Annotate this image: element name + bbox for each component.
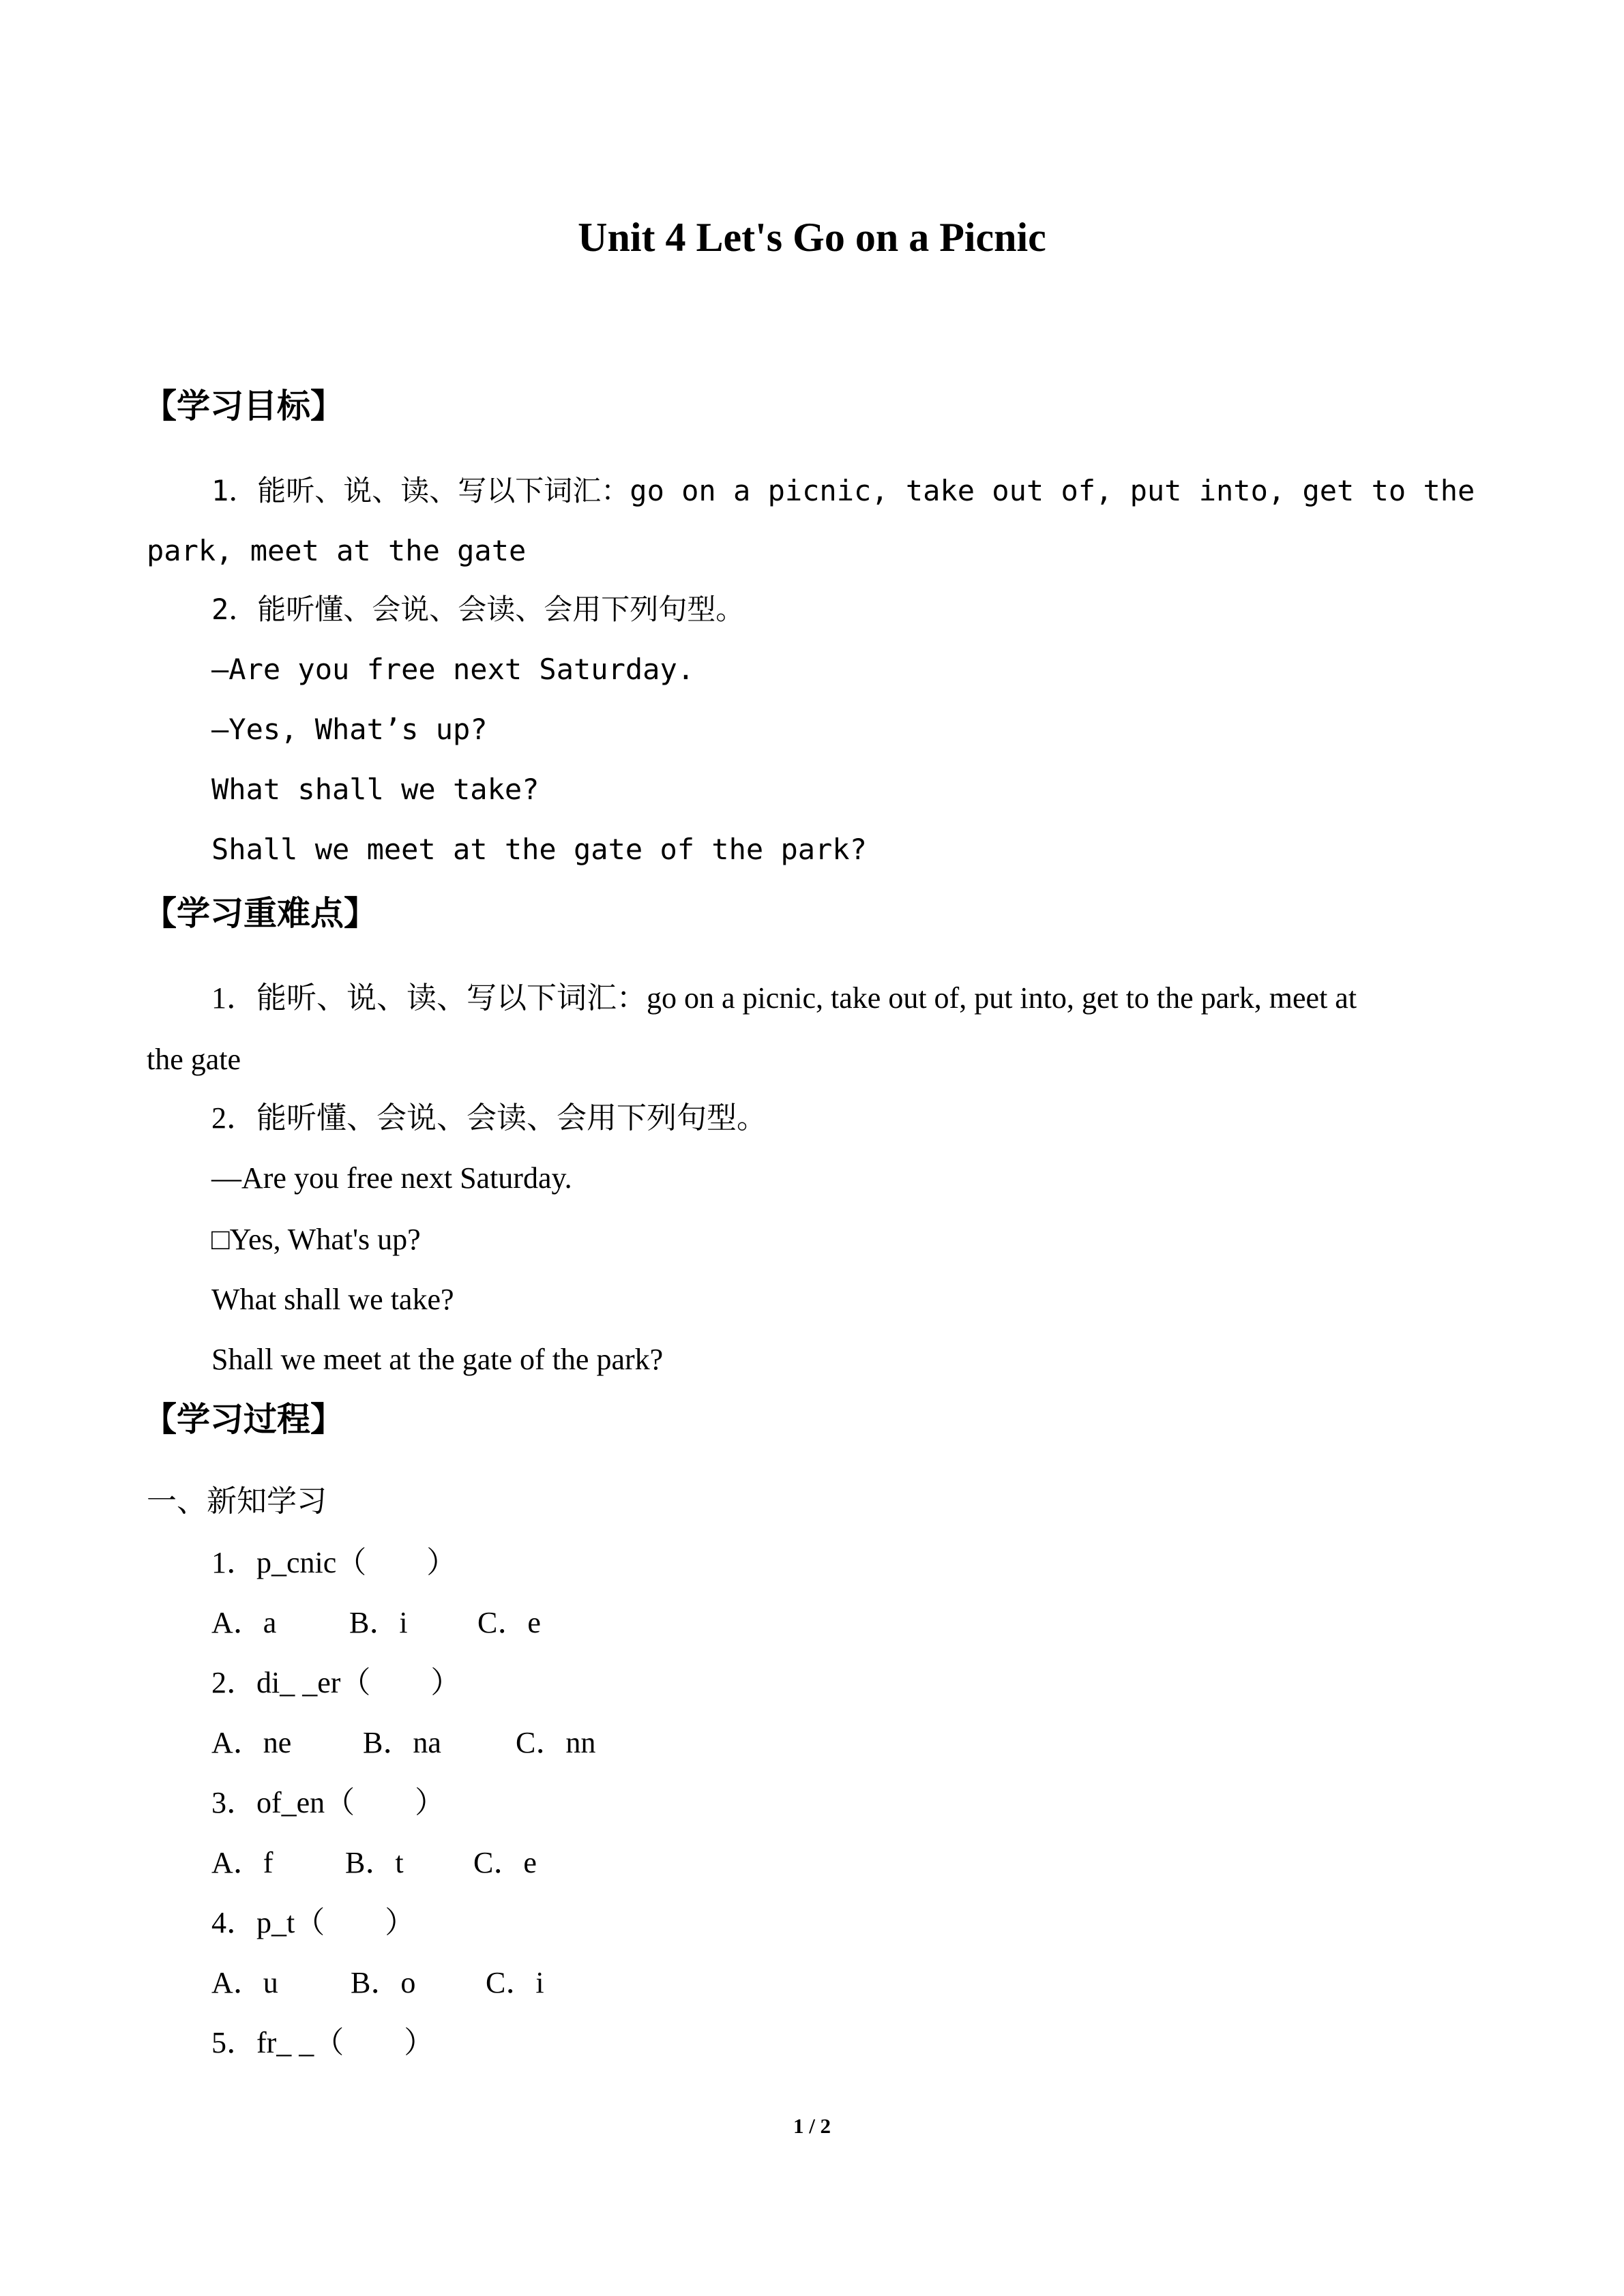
objectives-line-6: Shall we meet at the gate of the park? [211,833,867,866]
option-a: A．ne [211,1726,292,1759]
option-a: A．u [211,1966,278,1999]
option-c: C．i [486,1966,544,1999]
key-points-heading: 【学习重难点】 [143,894,378,933]
key-points-line-6: Shall we meet at the gate of the park? [211,1343,664,1376]
objectives-line-4: —Yes, What’s up? [211,713,488,746]
option-b: B．na [363,1726,441,1759]
objectives-line-1a: 1．能听、说、读、写以下词汇：go on a picnic, take out of, put into, get to the [211,474,1475,507]
question-4: 4．p_t（ ） [211,1906,415,1939]
option-c: C．e [477,1606,541,1639]
key-points-line-2: 2．能听懂、会说、会读、会用下列句型。 [211,1101,767,1135]
objectives-line-1b: park, meet at the gate [147,534,527,567]
objectives-line-5: What shall we take? [211,773,540,806]
option-a: A．a [211,1606,277,1639]
option-b: B．t [345,1846,404,1879]
option-a: A．f [211,1846,274,1879]
key-points-line-4: □Yes, What's up? [211,1223,421,1256]
page-title: Unit 4 Let's Go on a Picnic [578,215,1046,260]
option-b: B．o [351,1966,416,1999]
objectives-line-3: —Are you free next Saturday. [211,653,695,686]
objectives-line-2: 2．能听懂、会说、会读、会用下列句型。 [211,593,745,626]
option-b: B．i [349,1606,408,1639]
key-points-line-5: What shall we take? [211,1283,454,1316]
objectives-heading: 【学习目标】 [143,387,344,426]
option-c: C．nn [516,1726,596,1759]
question-3: 3．of_en（ ） [211,1786,445,1819]
key-points-line-3: —Are you free next Saturday. [211,1161,572,1195]
question-1: 1．p_cnic（ ） [211,1546,457,1579]
question-2: 2．di_ _er（ ） [211,1666,461,1699]
page-number: 1 / 2 [793,2114,831,2138]
process-heading: 【学习过程】 [143,1400,344,1439]
option-c: C．e [473,1846,537,1879]
section-new-knowledge: 一、新知学习 [147,1485,327,1518]
key-points-line-1a: 1．能听、说、读、写以下词汇：go on a picnic, take out of, put into, get to the park, meet at [211,981,1357,1015]
question-5: 5．fr_ _（ ） [211,2026,434,2059]
key-points-line-1b: the gate [147,1043,241,1076]
